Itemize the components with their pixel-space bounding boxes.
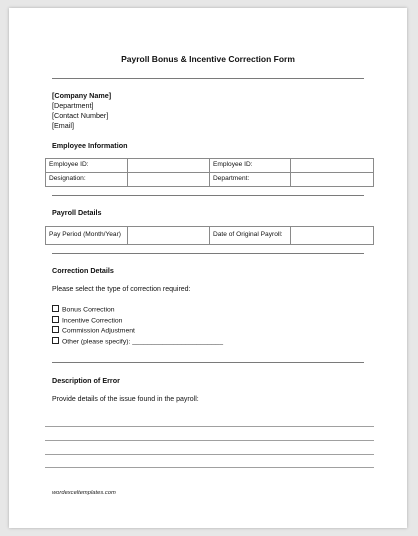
form-page	[9, 8, 407, 528]
divider	[52, 195, 364, 196]
form-title: Payroll Bonus & Incentive Correction Form	[121, 54, 295, 64]
company-email[interactable]: [Email]	[52, 121, 74, 130]
divider	[52, 78, 364, 79]
company-contact[interactable]: [Contact Number]	[52, 111, 109, 120]
pay-period-value[interactable]	[128, 227, 210, 245]
department-value[interactable]	[291, 173, 374, 187]
option-label: Other (please specify): ________________________	[62, 338, 223, 346]
checkbox-icon[interactable]	[52, 305, 59, 312]
employee-info-heading: Employee Information	[52, 141, 128, 150]
writing-line[interactable]	[45, 454, 374, 455]
pay-period-label: Pay Period (Month/Year)	[46, 227, 128, 245]
writing-line[interactable]	[45, 467, 374, 468]
payroll-details-table	[45, 226, 374, 245]
error-instruction: Provide details of the issue found in the payroll:	[52, 396, 199, 403]
employee-id-label: Employee ID:	[46, 159, 128, 173]
designation-label: Designation:	[46, 173, 128, 187]
checkbox-bonus-correction[interactable]	[52, 305, 223, 316]
footer-website: wordexceltemplates.com	[52, 490, 116, 496]
option-label: Incentive Correction	[62, 317, 123, 325]
payroll-details-heading: Payroll Details	[52, 208, 102, 217]
company-name[interactable]: [Company Name]	[52, 91, 112, 100]
checkbox-icon[interactable]	[52, 337, 59, 344]
option-label: Commission Adjustment	[62, 327, 135, 335]
employee-id-value[interactable]	[128, 159, 210, 173]
option-label: Bonus Correction	[62, 306, 115, 314]
checkbox-other[interactable]	[52, 337, 223, 348]
divider	[52, 253, 364, 254]
company-department[interactable]: [Department]	[52, 101, 94, 110]
checkbox-commission-adjustment[interactable]	[52, 326, 223, 337]
company-block	[52, 91, 111, 131]
checkbox-incentive-correction[interactable]	[52, 316, 223, 327]
department-label: Department:	[210, 173, 291, 187]
checkbox-icon[interactable]	[52, 326, 59, 333]
divider	[52, 362, 364, 363]
writing-line[interactable]	[45, 426, 374, 427]
writing-line[interactable]	[45, 440, 374, 441]
employee-info-table	[45, 158, 374, 187]
employee-id-value-2[interactable]	[291, 159, 374, 173]
original-payroll-date-label: Date of Original Payroll:	[210, 227, 291, 245]
employee-id-label-2: Employee ID:	[210, 159, 291, 173]
original-payroll-date-value[interactable]	[291, 227, 374, 245]
error-heading: Description of Error	[52, 376, 120, 385]
correction-instruction: Please select the type of correction required:	[52, 286, 191, 293]
correction-heading: Correction Details	[52, 266, 114, 275]
designation-value[interactable]	[128, 173, 210, 187]
checkbox-icon[interactable]	[52, 316, 59, 323]
correction-options	[52, 305, 223, 348]
